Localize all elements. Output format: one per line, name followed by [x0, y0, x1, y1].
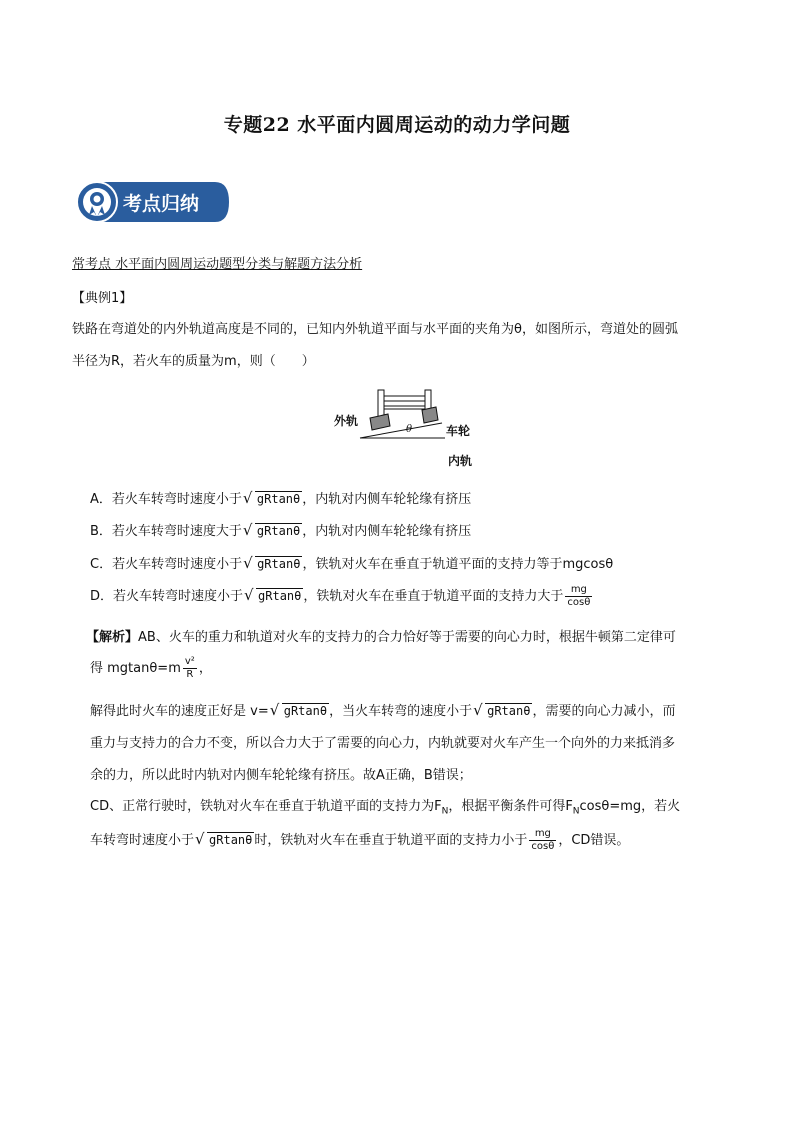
analysis-line-6: CD、正常行驶时，铁轨对火车在垂直于轨道平面的支持力为$F_N$，根据平衡条件可得$F_N\cos\theta=mg$，若火 [90, 799, 681, 817]
analysis-line-4: 重力与支持力的合力不变，所以合力大于了需要的向心力，内轨就要对火车产生一个向外的力来抵消多 [90, 736, 676, 751]
wheel-label: 车轮 [446, 424, 471, 438]
badge-label: 考点归纳 [123, 193, 200, 215]
option-b: B．若火车转弯时速度大于 √ gRtanθ ，内轨对内侧车轮轮缘有挤压 [90, 521, 472, 539]
option-d: D．若火车转弯时速度小于 √ gRtanθ ，铁轨对火车在垂直于轨道平面的支持力大于 $\frac{mg}{\cos\theta}$ [90, 584, 591, 608]
section-heading: 常考点 水平面内圆周运动题型分类与解题方法分析 [72, 257, 363, 272]
option-c: C．若火车转弯时速度小于 √ gRtanθ ，铁轨对火车在垂直于轨道平面的支持力等于mgcosθ [90, 554, 614, 572]
page-title: 专题22 水平面内圆周运动的动力学问题 [223, 114, 571, 136]
analysis-line-3: 解得此时火车的速度正好是 v= √ gRtanθ ，当火车转弯的速度小于 √ gRtanθ ，需要的向心力减小，而 [90, 701, 676, 719]
outer-rail-label: 外轨 [334, 414, 359, 428]
inner-rail-label: 内轨 [448, 454, 473, 468]
analysis-line-7: 车转弯时速度小于 √ gRtanθ 时，铁轨对火车在垂直于轨道平面的支持力小于 $\frac{mg}{\cos\theta}$ ，CD错误。 [90, 828, 630, 852]
angle-label: θ [406, 424, 413, 435]
analysis-line-1: 【解析】AB、火车的重力和轨道对火车的支持力的合力恰好等于需要的向心力时，根据牛顿第二定律可 [86, 630, 676, 645]
analysis-line-2: 得 mgtanθ=m $\frac{\text{v²}}{R}$ ， [90, 656, 212, 680]
question-line-2: 半径为R，若火车的质量为m，则（ ） [72, 354, 315, 369]
analysis-line-5: 余的力，所以此时内轨对内侧车轮轮缘有挤压。故A正确，B错误； [90, 768, 472, 783]
question-line-1: 铁路在弯道处的内外轨道高度是不同的，已知内外轨道平面与水平面的夹角为θ，如图所示，弯道处的圆弧 [72, 322, 678, 337]
rail-figure [330, 380, 490, 470]
option-a: A．若火车转弯时速度小于 √ gRtanθ ，内轨对内侧车轮轮缘有挤压 [90, 489, 472, 507]
example-label: 【典例1】 [72, 291, 133, 306]
section-badge [75, 180, 230, 224]
